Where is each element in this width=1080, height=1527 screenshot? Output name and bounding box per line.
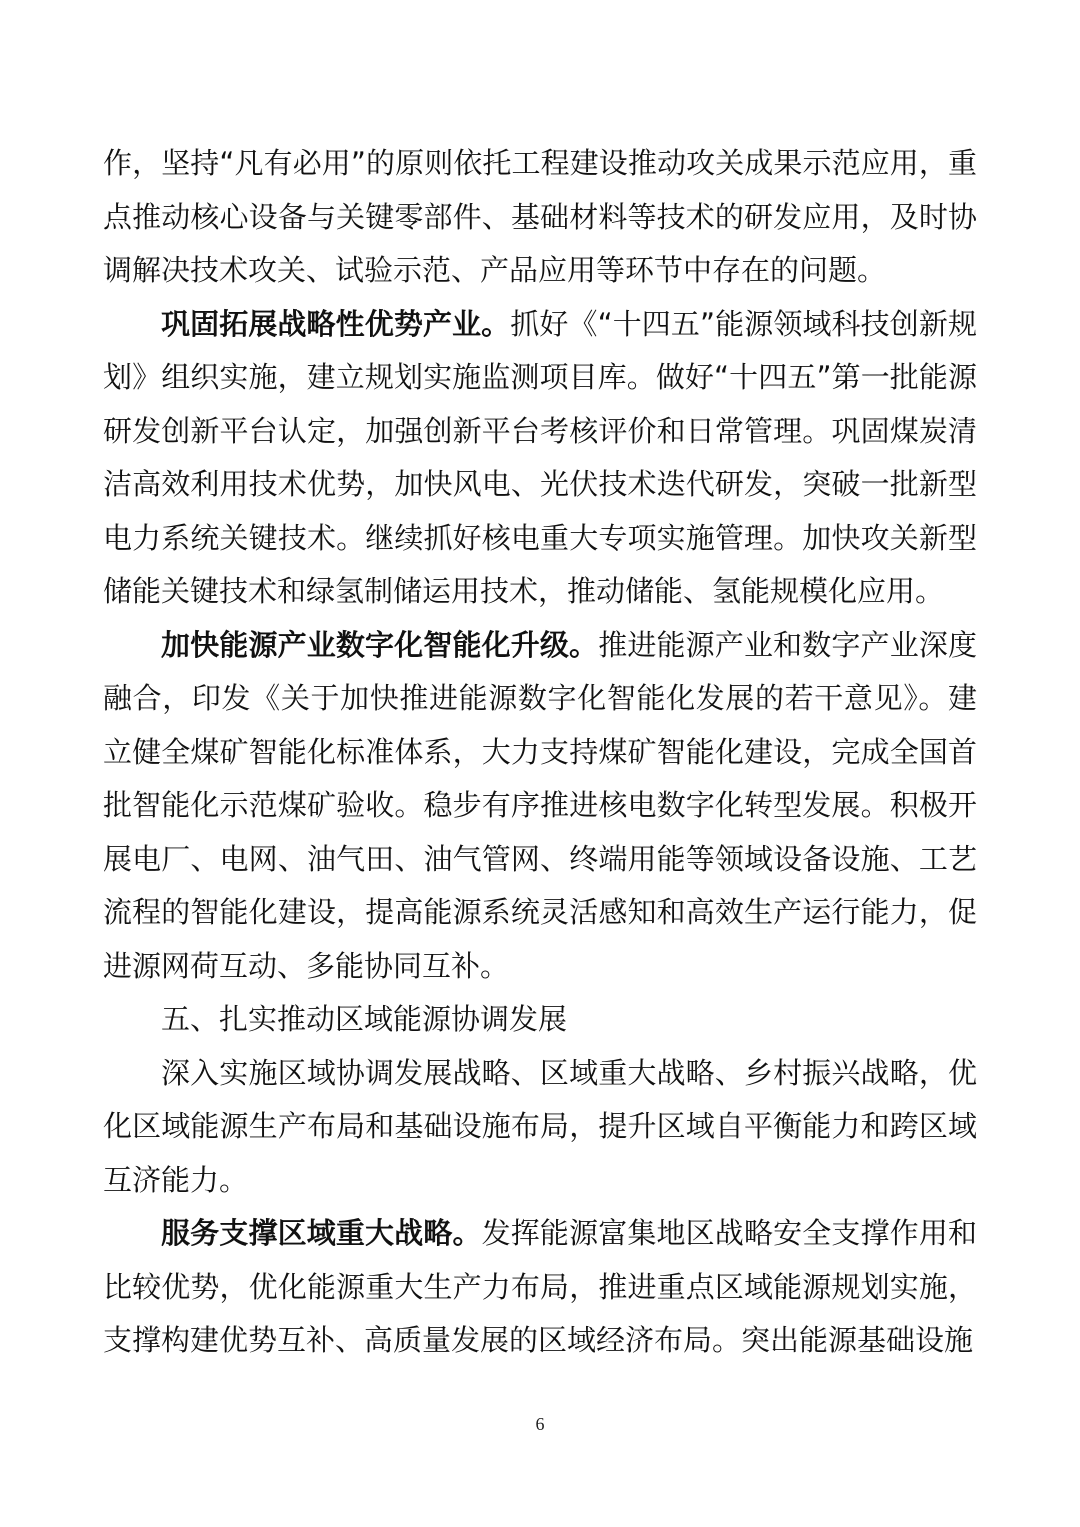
- paragraph-text: 深入实施区域协调发展战略、区域重大战略、乡村振兴战略，优化区域能源生产布局和基础设施布局，提升区域自平衡能力和跨区域互济能力。: [103, 1055, 977, 1197]
- document-body: [103, 137, 977, 1368]
- section-heading-text: 五、扎实推动区域能源协调发展: [161, 1002, 568, 1036]
- paragraph-strategic-industries: [103, 298, 977, 619]
- paragraph-regional-intro: [103, 1047, 977, 1208]
- paragraph-text: 作，坚持“凡有必用”的原则依托工程建设推动攻关成果示范应用，重点推动核心设备与关键零部件、基础材料等技术的研发应用，及时协调解决技术攻关、试验示范、产品应用等环节中存在的问题。: [103, 146, 977, 287]
- paragraph-regional-strategy: [103, 1207, 977, 1368]
- paragraph-text: 发挥能源富集地区战略安全支撑作用和比较优势，优化能源重大生产力布局，推进重点区域能源规划实施，支撑构建优势互补、高质量发展的区域经济布局。突出能源基础设施: [103, 1216, 977, 1357]
- page-number: 6: [535, 1414, 545, 1434]
- paragraph-digital-upgrade: [103, 619, 977, 994]
- paragraph-lead-heading: 巩固拓展战略性优势产业。: [161, 306, 511, 341]
- section-heading: [103, 993, 977, 1047]
- paragraph-lead-heading: 加快能源产业数字化智能化升级。: [161, 627, 599, 662]
- paragraph-text: 推进能源产业和数字产业深度融合，印发《关于加快推进能源数字化智能化发展的若干意见》。建立健全煤矿智能化标准体系，大力支持煤矿智能化建设，完成全国首批智能化示范煤矿验收。稳步有序推进核电数字化转型发展。积极开展电厂、电网、油气田、油气管网、终端用能等领域设备设施、工艺流程的智能化建设，提高能源系统灵活感知和高效生产运行能力，促进源网荷互动、多能协同互补。: [103, 627, 977, 983]
- paragraph-text: 抓好《“十四五”能源领域科技创新规划》组织实施，建立规划实施监测项目库。做好“十四五”第一批能源研发创新平台认定，加强创新平台考核评价和日常管理。巩固煤炭清洁高效利用技术优势，加快风电、光伏技术迭代研发，突破一批新型电力系统关键技术。继续抓好核电重大专项实施管理。加快攻关新型储能关键技术和绿氢制储运用技术，推动储能、氢能规模化应用。: [103, 306, 977, 608]
- paragraph-lead-heading: 服务支撑区域重大战略。: [161, 1216, 482, 1250]
- paragraph-continuation: [103, 137, 977, 298]
